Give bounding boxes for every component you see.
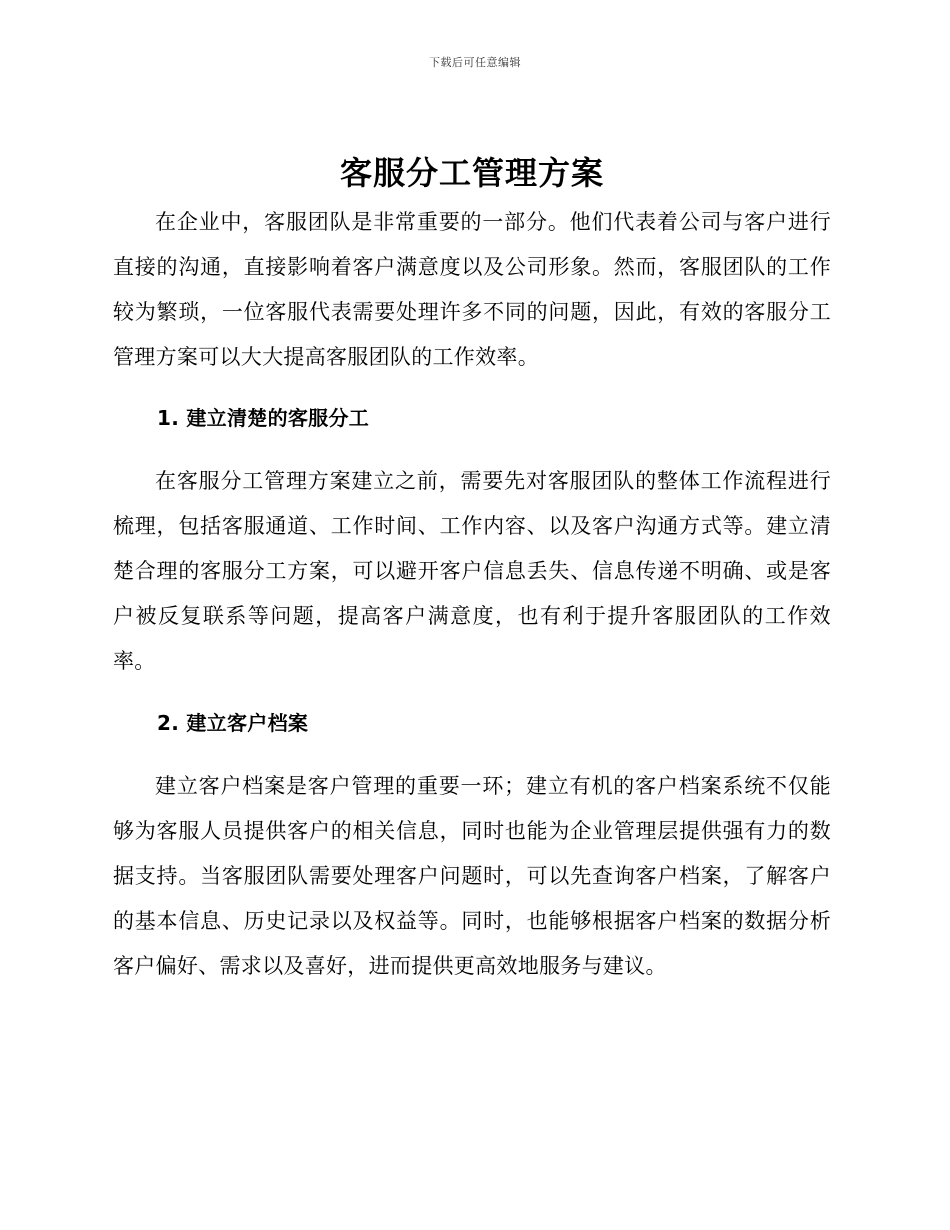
section-body-1: 在客服分工管理方案建立之前，需要先对客服团队的整体工作流程进行梳理，包括客服通道、工作时间、工作内容、以及客户沟通方式等。建立清楚合理的客服分工方案，可以避开客户信息丢失、信息传递不明确、或是客户被反复联系等问题，提高客户满意度，也有利于提升客服团队的工作效率。	[113, 469, 831, 673]
section-heading-2: 2. 建立客户档案	[157, 711, 309, 735]
intro-paragraph: 在企业中，客服团队是非常重要的一部分。他们代表着公司与客户进行直接的沟通，直接影响着客户满意度以及公司形象。然而，客服团队的工作较为繁琐，一位客服代表需要处理许多不同的问题，因此，有效的客服分工管理方案可以大大提高客服团队的工作效率。	[113, 210, 831, 369]
section-heading-1: 1. 建立清楚的客服分工	[157, 406, 370, 430]
document-body	[113, 150, 831, 989]
document-title: 客服分工管理方案	[339, 154, 604, 192]
header-note: 下载后可任意编辑	[429, 56, 521, 69]
section-body-2: 建立客户档案是客户管理的重要一环；建立有机的客户档案系统不仅能够为客服人员提供客户的相关信息，同时也能为企业管理层提供强有力的数据支持。当客服团队需要处理客户问题时，可以先查询客户档案，了解客户的基本信息、历史记录以及权益等。同时，也能够根据客户档案的数据分析客户偏好、需求以及喜好，进而提供更高效地服务与建议。	[113, 774, 831, 978]
